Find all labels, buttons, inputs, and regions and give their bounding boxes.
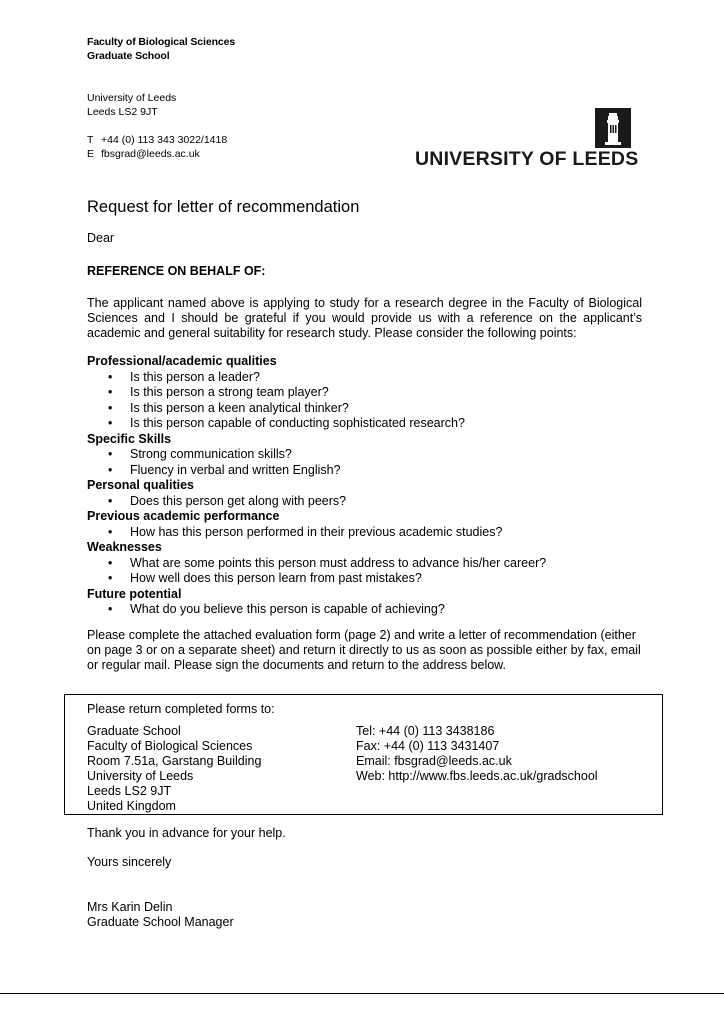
letterhead-address xyxy=(87,91,176,119)
logo-text: UNIVERSITY OF LEEDS xyxy=(415,148,639,170)
address-line: Leeds LS2 9JT xyxy=(87,784,172,798)
return-contacts xyxy=(356,724,598,784)
school-name: Graduate School xyxy=(87,50,170,62)
bullet-icon: • xyxy=(108,555,113,570)
list-item: • What do you believe this person is capable of achieving? xyxy=(108,602,445,616)
reference-heading: REFERENCE ON BEHALF OF: xyxy=(87,264,266,278)
tel-line: Tel: +44 (0) 113 3438186 xyxy=(356,724,495,738)
phone-number: +44 (0) 113 343 3022/1418 xyxy=(101,134,228,146)
signatory-name: Mrs Karin Delin xyxy=(87,900,173,914)
email-line: Email: fbsgrad@leeds.ac.uk xyxy=(356,754,512,768)
list-item: • How has this person performed in their previous academic studies? xyxy=(108,524,503,539)
faculty-name: Faculty of Biological Sciences xyxy=(87,36,236,48)
address-line: University of Leeds xyxy=(87,92,177,104)
section-heading: Specific Skills xyxy=(87,431,172,446)
return-box-title: Please return completed forms to: xyxy=(87,702,275,716)
instructions-paragraph: Please complete the attached evaluation form (page 2) and write a letter of recommendation (either on page 3 or on a separate sheet) and return it directly to us as soon as possible either by fax, email or regular mail. Please sign the documents and return to the address below. xyxy=(87,628,641,672)
consideration-points xyxy=(87,354,647,618)
letterhead-contact xyxy=(87,133,227,161)
bullet-icon: • xyxy=(108,447,113,461)
section-heading: Professional/academic qualities xyxy=(87,354,277,368)
bullet-icon: • xyxy=(108,524,113,539)
bullet-icon: • xyxy=(108,416,113,430)
phone-label: T xyxy=(87,134,94,146)
closing-line: Yours sincerely xyxy=(87,855,172,869)
bullet-icon: • xyxy=(108,602,113,616)
list-item: • How well does this person learn from past mistakes? xyxy=(108,571,422,585)
intro-paragraph: The applicant named above is applying to study for a research degree in the Faculty of Biological Sciences and I should be grateful if you would provide us with a reference on the applicant’s academic and general suitability for research study. Please consider the following points: xyxy=(87,296,642,340)
list-item: • Is this person a keen analytical thinker? xyxy=(108,400,349,415)
list-item: • Strong communication skills? xyxy=(108,447,292,461)
address-line: University of Leeds xyxy=(87,769,194,783)
bullet-icon: • xyxy=(108,462,113,477)
return-address xyxy=(87,724,261,814)
letterhead-department xyxy=(87,35,235,63)
list-item: • Is this person a strong team player? xyxy=(108,385,329,399)
address-line: Leeds LS2 9JT xyxy=(87,106,158,118)
bullet-icon: • xyxy=(108,493,113,508)
list-item: • What are some points this person must address to advance his/her career? xyxy=(108,555,547,570)
email-line xyxy=(87,147,227,161)
section-heading: Weaknesses xyxy=(87,540,162,554)
bullet-icon: • xyxy=(108,571,113,585)
salutation: Dear xyxy=(87,231,115,245)
fax-line: Fax: +44 (0) 113 3431407 xyxy=(356,739,500,753)
web-line: Web: http://www.fbs.leeds.ac.uk/gradschool xyxy=(356,769,598,783)
list-item: • Is this person capable of conducting sophisticated research? xyxy=(108,416,465,430)
return-address-box xyxy=(64,694,663,815)
bullet-icon: • xyxy=(108,385,113,399)
address-line: Graduate School xyxy=(87,724,181,738)
list-item: • Does this person get along with peers? xyxy=(108,493,347,508)
phone-line xyxy=(87,133,227,147)
signature-block xyxy=(87,900,234,930)
list-item: • Fluency in verbal and written English? xyxy=(108,462,341,477)
address-line: Room 7.51a, Garstang Building xyxy=(87,754,262,768)
tower-icon xyxy=(595,108,631,148)
section-heading: Previous academic performance xyxy=(87,509,280,523)
email-label: E xyxy=(87,148,95,160)
thanks-line: Thank you in advance for your help. xyxy=(87,826,286,840)
list-item: • Is this person a leader? xyxy=(108,369,260,384)
section-heading: Future potential xyxy=(87,586,182,601)
signatory-role: Graduate School Manager xyxy=(87,915,234,929)
address-line: Faculty of Biological Sciences xyxy=(87,739,253,753)
bullet-icon: • xyxy=(108,369,113,384)
bullet-icon: • xyxy=(108,400,113,415)
university-logo xyxy=(415,108,637,174)
footer-divider xyxy=(0,993,724,994)
address-line: United Kingdom xyxy=(87,799,176,813)
document-title: Request for letter of recommendation xyxy=(87,198,360,216)
email-address: fbsgrad@leeds.ac.uk xyxy=(101,148,200,160)
section-heading: Personal qualities xyxy=(87,478,194,492)
